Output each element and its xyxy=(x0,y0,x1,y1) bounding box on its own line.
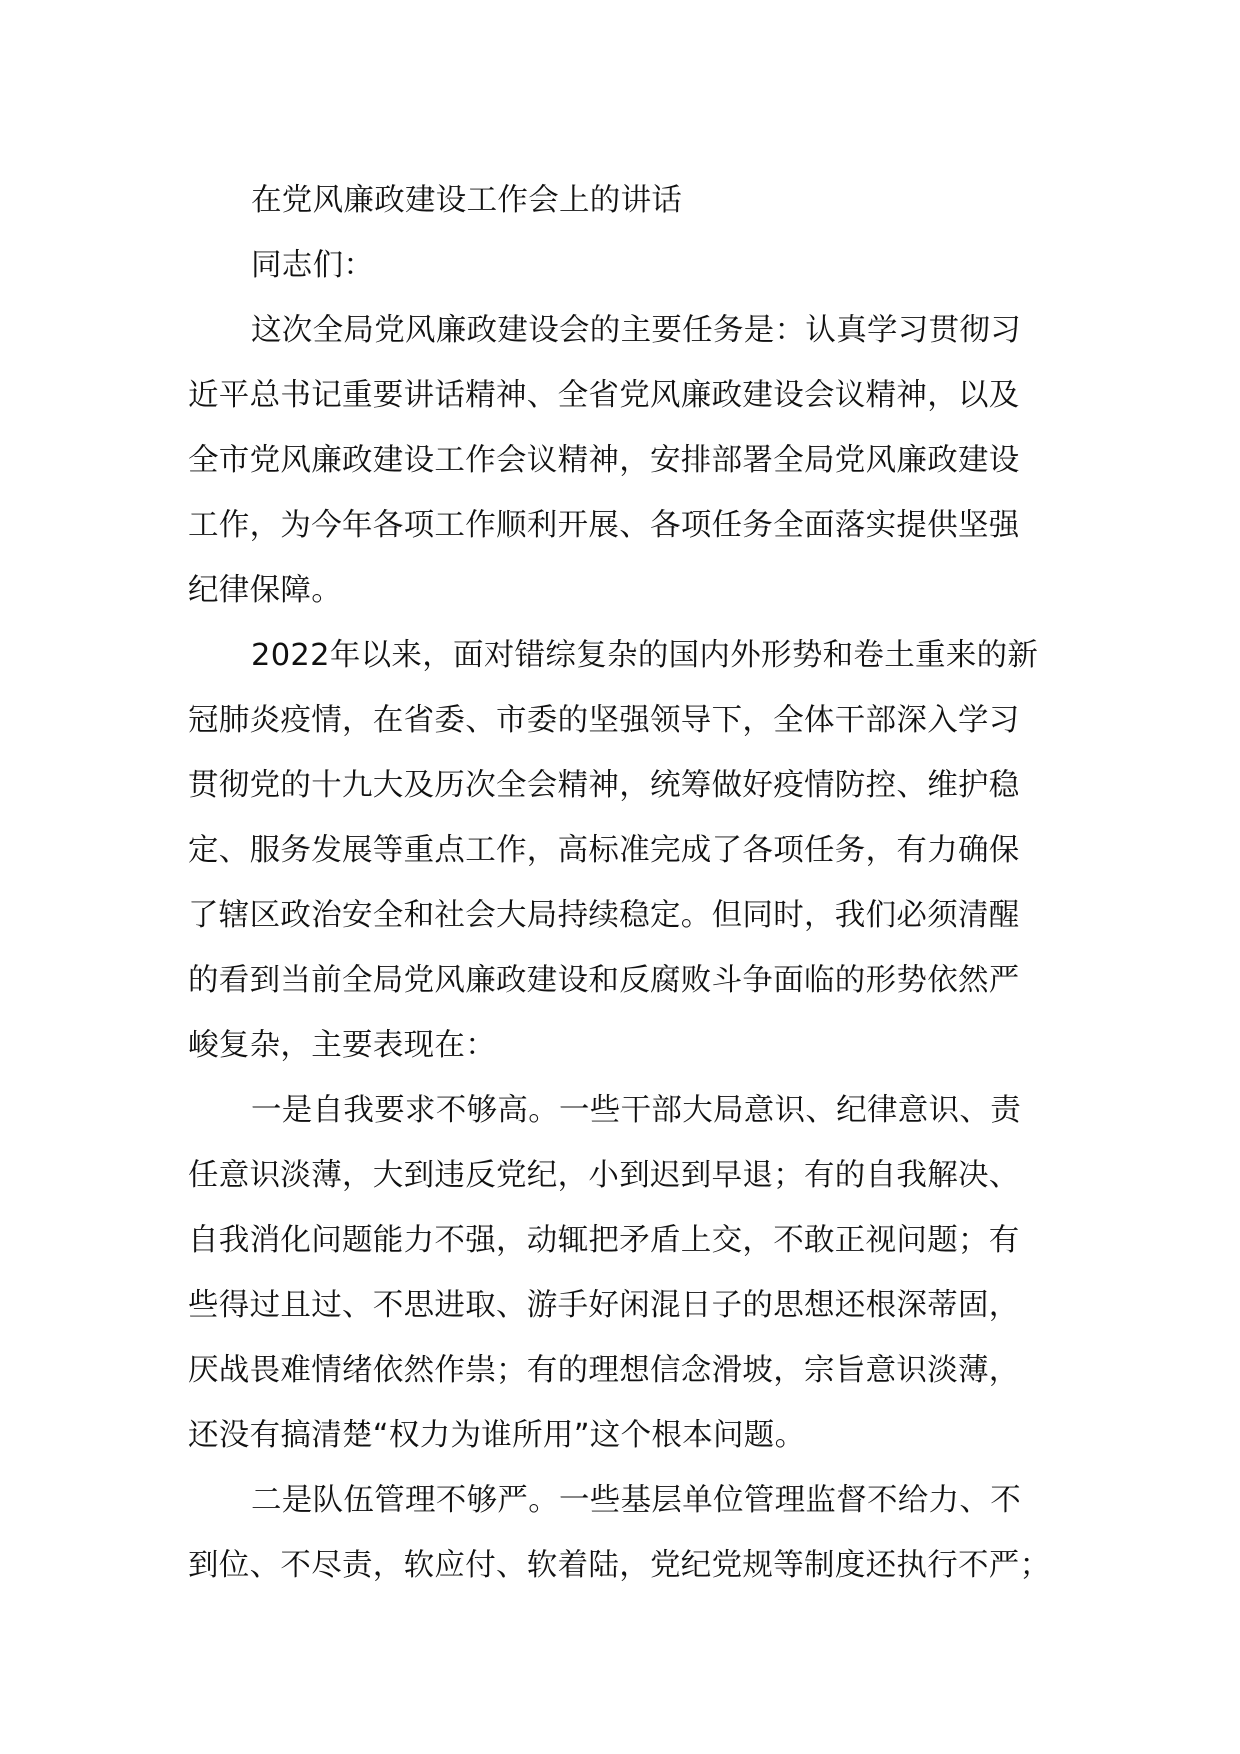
document-body xyxy=(188,168,1064,1598)
paragraph-line: 近平总书记重要讲话精神、全省党风廉政建设会议精神，以及 xyxy=(188,378,1020,413)
paragraph-line: 峻复杂，主要表现在： xyxy=(188,1028,496,1063)
paragraph-line: 厌战畏难情绪依然作祟；有的理想信念滑坡，宗旨意识淡薄， xyxy=(188,1353,1020,1388)
body-text xyxy=(188,298,1064,1598)
paragraph-first-line: 一是自我要求不够高。一些干部大局意识、纪律意识、责 xyxy=(251,1093,1021,1128)
paragraph-line: 了辖区政治安全和社会大局持续稳定。但同时，我们必须清醒 xyxy=(188,898,1020,933)
paragraph-line: 冠肺炎疫情，在省委、市委的坚强领导下，全体干部深入学习 xyxy=(188,703,1020,738)
paragraph-line: 到位、不尽责，软应付、软着陆，党纪党规等制度还执行不严； xyxy=(188,1548,1051,1583)
paragraph-line: 纪律保障。 xyxy=(188,573,342,608)
paragraph-line: 工作，为今年各项工作顺利开展、各项任务全面落实提供坚强 xyxy=(188,508,1020,543)
paragraph-line: 的看到当前全局党风廉政建设和反腐败斗争面临的形势依然严 xyxy=(188,963,1020,998)
paragraph-line: 还没有搞清楚“权力为谁所用”这个根本问题。 xyxy=(188,1418,806,1453)
paragraph-line: 些得过且过、不思进取、游手好闲混日子的思想还根深蒂固， xyxy=(188,1288,1020,1323)
paragraph-line: 贯彻党的十九大及历次全会精神，统筹做好疫情防控、维护稳 xyxy=(188,768,1020,803)
document-title: 在党风廉政建设工作会上的讲话 xyxy=(251,183,683,218)
paragraph-line: 自我消化问题能力不强，动辄把矛盾上交，不敢正视问题；有 xyxy=(188,1223,1020,1258)
paragraph-line: 定、服务发展等重点工作，高标准完成了各项任务，有力确保 xyxy=(188,833,1020,868)
paragraph-first-line: 2022年以来，面对错综复杂的国内外形势和卷土重来的新 xyxy=(251,638,1039,673)
salutation: 同志们： xyxy=(251,248,375,283)
paragraph-first-line: 这次全局党风廉政建设会的主要任务是：认真学习贯彻习 xyxy=(251,313,1021,348)
paragraph-line: 任意识淡薄，大到违反党纪，小到迟到早退；有的自我解决、 xyxy=(188,1158,1020,1193)
paragraph-first-line: 二是队伍管理不够严。一些基层单位管理监督不给力、不 xyxy=(251,1483,1021,1518)
paragraph-line: 全市党风廉政建设工作会议精神，安排部署全局党风廉政建设 xyxy=(188,443,1020,478)
